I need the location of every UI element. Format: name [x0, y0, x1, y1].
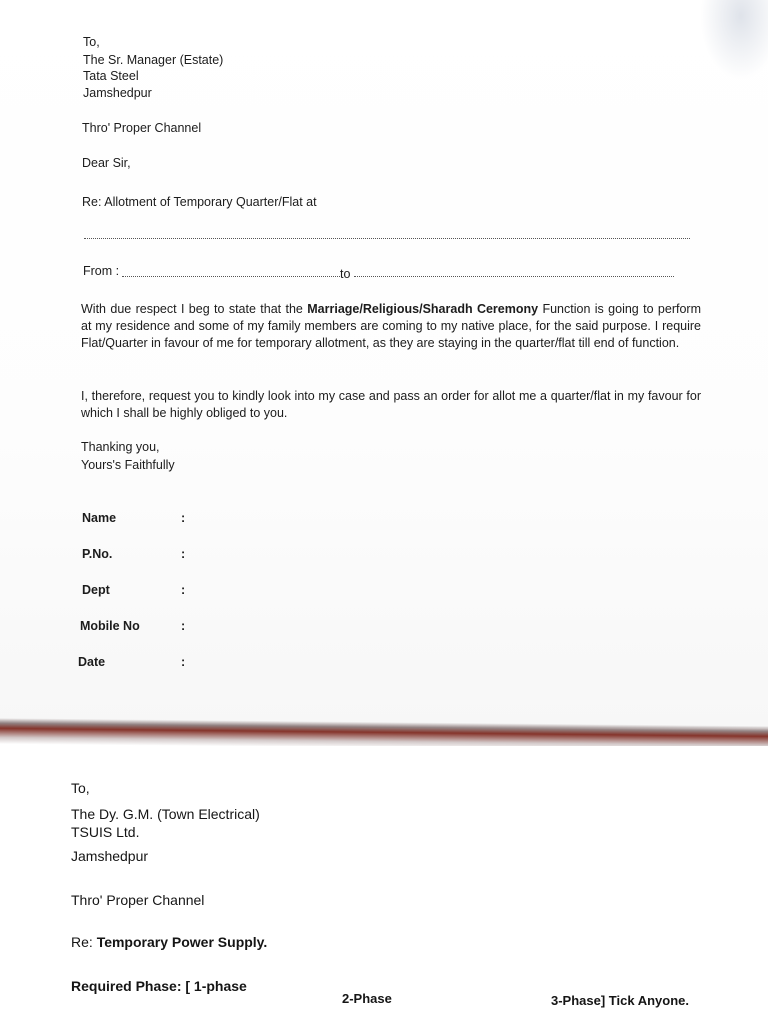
phase-option-3: 3-Phase] Tick Anyone. — [551, 993, 689, 1008]
to-label: to — [340, 267, 351, 281]
body-paragraph-1: With due respect I beg to state that the Marriage/Religious/Sharadh Ceremony Function is going to perform at my residence and some of my family members are coming to my native place, for the said purpose. I require Flat/Quarter in favour of me for temporary allotment, as they are staying in the quarter/flat till end of function. — [81, 302, 701, 350]
field-label-name: Name — [82, 511, 117, 525]
from-date-blank — [122, 276, 340, 277]
field-label-pno: P.No. — [82, 547, 113, 561]
to-date-blank — [354, 276, 674, 277]
letter-sheet-power-supply — [0, 746, 768, 1024]
address-line: Jamshedpur — [71, 848, 149, 864]
closing-line: Yours's Faithfully — [81, 458, 175, 472]
field-label-mobile: Mobile No — [80, 619, 140, 633]
field-colon: : — [181, 619, 186, 633]
field-colon: : — [181, 511, 186, 525]
subject-line: Re: Temporary Power Supply. — [71, 934, 268, 950]
address-line: To, — [83, 35, 100, 49]
salutation: Dear Sir, — [82, 156, 131, 170]
field-label-date: Date — [78, 655, 106, 669]
subject-line: Re: Allotment of Temporary Quarter/Flat at — [82, 195, 317, 209]
required-phase-label: Required Phase: [ 1-phase — [71, 978, 247, 994]
address-line: The Dy. G.M. (Town Electrical) — [71, 806, 260, 822]
field-colon: : — [181, 655, 186, 669]
closing-line: Thanking you, — [81, 440, 160, 454]
address-line: The Sr. Manager (Estate) — [83, 53, 224, 67]
field-label-dept: Dept — [82, 583, 110, 597]
address-line: Jamshedpur — [83, 86, 152, 100]
field-colon: : — [181, 547, 186, 561]
from-label: From : — [83, 264, 120, 278]
thro-proper-channel: Thro' Proper Channel — [82, 121, 202, 135]
scan-smudge — [700, 0, 768, 80]
address-line: TSUIS Ltd. — [71, 824, 140, 840]
thro-proper-channel: Thro' Proper Channel — [71, 892, 205, 908]
address-line: To, — [71, 780, 90, 796]
field-colon: : — [181, 583, 186, 597]
address-line: Tata Steel — [83, 69, 139, 83]
address-blank-line — [84, 238, 690, 239]
body-paragraph-2: I, therefore, request you to kindly look into my case and pass an order for allot me a quarter/flat in my favour for which I shall be highly obliged to you. — [81, 389, 701, 420]
phase-option-2: 2-Phase — [342, 991, 392, 1006]
